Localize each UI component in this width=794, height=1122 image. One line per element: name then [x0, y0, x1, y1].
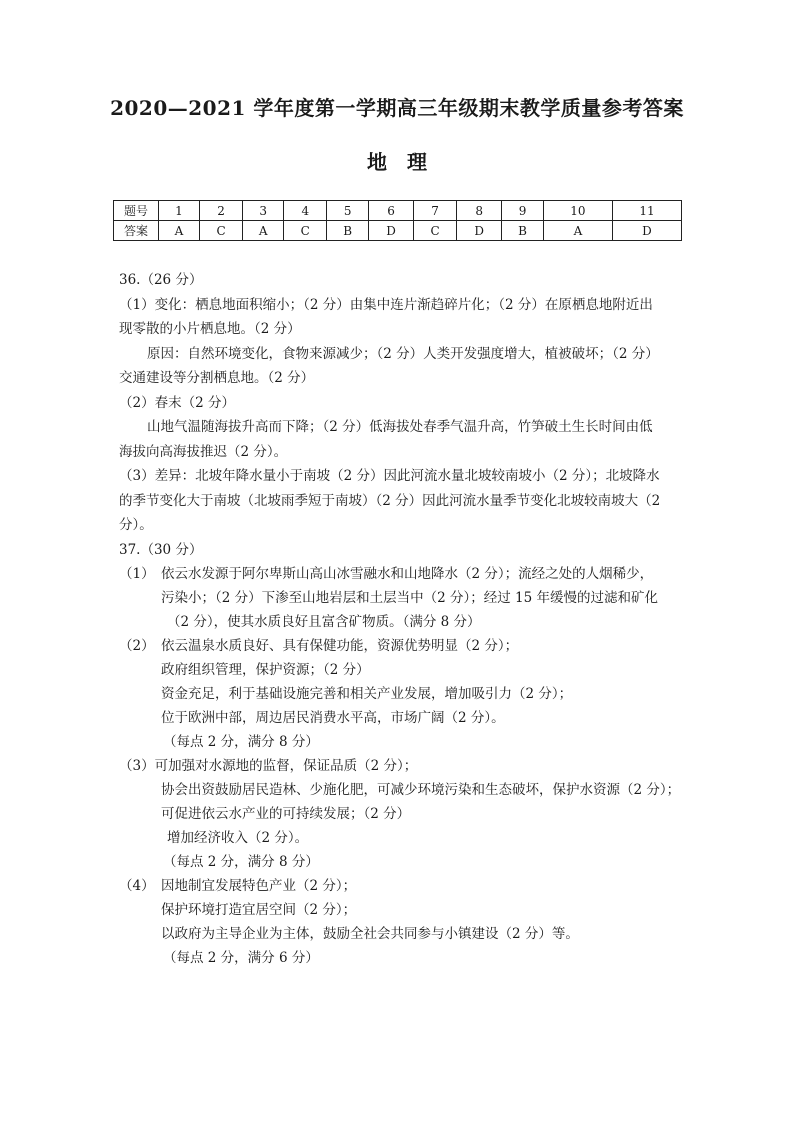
question-number-cell: 3	[243, 201, 284, 221]
q37-part3-line: 增加经济收入（2 分）。	[167, 830, 309, 846]
question-number-cell: 7	[414, 201, 457, 221]
row-label-answer: 答案	[114, 221, 159, 241]
answer-table	[113, 200, 682, 241]
answer-row	[114, 221, 682, 241]
q36-part2-line: 山地气温随海拔升高而下降；（2 分）低海拔处春季气温升高，竹笋破土生长时间由低	[147, 419, 653, 435]
q37-part1-line: 依云水发源于阿尔卑斯山高山冰雪融水和山地降水（2 分）；流经之处的人烟稀少，	[161, 566, 654, 582]
question-number-cell: 4	[284, 201, 327, 221]
q37-part3-line: （3）可加强对水源地的监督，保证品质（2 分）；	[119, 758, 418, 774]
q36-part1-line: 原因：自然环境变化，食物来源减少；（2 分）人类开发强度增大，植被破坏；（2 分）	[147, 346, 659, 362]
question-number-cell: 9	[502, 201, 544, 221]
answer-cell: D	[612, 221, 681, 241]
question-number-cell: 11	[612, 201, 681, 221]
question-number-cell: 5	[327, 201, 369, 221]
q37-part1-number: （1）	[119, 566, 155, 582]
q36-part2-line: 海拔向高海拔推迟（2 分）。	[119, 444, 288, 460]
q37-part2-line: 资金充足，利于基础设施完善和相关产业发展，增加吸引力（2 分）；	[161, 686, 573, 702]
q37-part4-score-note: （每点 2 分，满分 6 分）	[163, 950, 319, 966]
answer-cell: B	[327, 221, 369, 241]
q37-part4-line: 因地制宜发展特色产业（2 分）；	[161, 878, 357, 894]
q37-part4-line: 以政府为主导企业为主体，鼓励全社会共同参与小镇建设（2 分）等。	[161, 926, 579, 942]
question-number-cell: 2	[200, 201, 243, 221]
document-title: 2020—2021 学年度第一学期高三年级期末教学质量参考答案	[110, 96, 684, 120]
q37-part2-line: 位于欧洲中部，周边居民消费水平高，市场广阔（2 分）。	[161, 710, 505, 726]
answer-cell: C	[200, 221, 243, 241]
q37-part2-score-note: （每点 2 分，满分 8 分）	[163, 734, 319, 750]
answer-cell: A	[159, 221, 200, 241]
q37-part3-score-note: （每点 2 分，满分 8 分）	[163, 854, 319, 870]
answer-cell: D	[457, 221, 502, 241]
subject-title: 地 理	[367, 150, 427, 174]
q36-part3-line: 分）。	[119, 517, 153, 533]
q36-part3-line: 的季节变化大于南坡（北坡雨季短于南坡）（2 分）因此河流水量季节变化北坡较南坡大（2	[119, 493, 661, 509]
answer-cell: B	[502, 221, 544, 241]
q37-part1-line: （2 分），使其水质良好且富含矿物质。（满分 8 分）	[167, 614, 481, 630]
answer-cell: A	[543, 221, 612, 241]
q37-part2-line: 依云温泉水质良好、具有保健功能，资源优势明显（2 分）；	[161, 638, 519, 654]
q36-part3-line: （3）差异：北坡年降水量小于南坡（2 分）因此河流水量北坡较南坡小（2 分）；北坡降水	[119, 468, 660, 484]
answer-cell: C	[284, 221, 327, 241]
question-number-row	[114, 201, 682, 221]
q37-part3-line: 协会出资鼓励居民造林、少施化肥，可减少环境污染和生态破坏，保护水资源（2 分）；	[161, 782, 681, 798]
q37-part4-number: （4）	[119, 878, 155, 894]
question-number-cell: 6	[369, 201, 414, 221]
q37-part4-line: 保护环境打造宜居空间（2 分）；	[161, 902, 357, 918]
question-number-cell: 8	[457, 201, 502, 221]
answer-cell: C	[414, 221, 457, 241]
q36-part1-line: 交通建设等分割栖息地。（2 分）	[119, 370, 315, 386]
q36-part1-line: 现零散的小片栖息地。（2 分）	[119, 321, 301, 337]
q37-header: 37.（30 分）	[119, 542, 203, 558]
question-number-cell: 10	[543, 201, 612, 221]
row-label-number: 题号	[114, 201, 159, 221]
answer-cell: A	[243, 221, 284, 241]
q36-part2-line: （2）春末（2 分）	[119, 395, 235, 411]
q37-part2-number: （2）	[119, 638, 155, 654]
q37-part2-line: 政府组织管理，保护资源；（2 分）	[161, 662, 370, 678]
question-number-cell: 1	[159, 201, 200, 221]
answer-cell: D	[369, 221, 414, 241]
q36-part1-line: （1）变化：栖息地面积缩小；（2 分）由集中连片渐趋碎片化；（2 分）在原栖息地附近出	[119, 297, 653, 313]
q36-header: 36.（26 分）	[119, 272, 203, 288]
q37-part1-line: 污染小；（2 分）下渗至山地岩层和土层当中（2 分）；经过 15 年缓慢的过滤和矿化	[161, 590, 659, 606]
q37-part3-line: 可促进依云水产业的可持续发展；（2 分）	[161, 806, 411, 822]
